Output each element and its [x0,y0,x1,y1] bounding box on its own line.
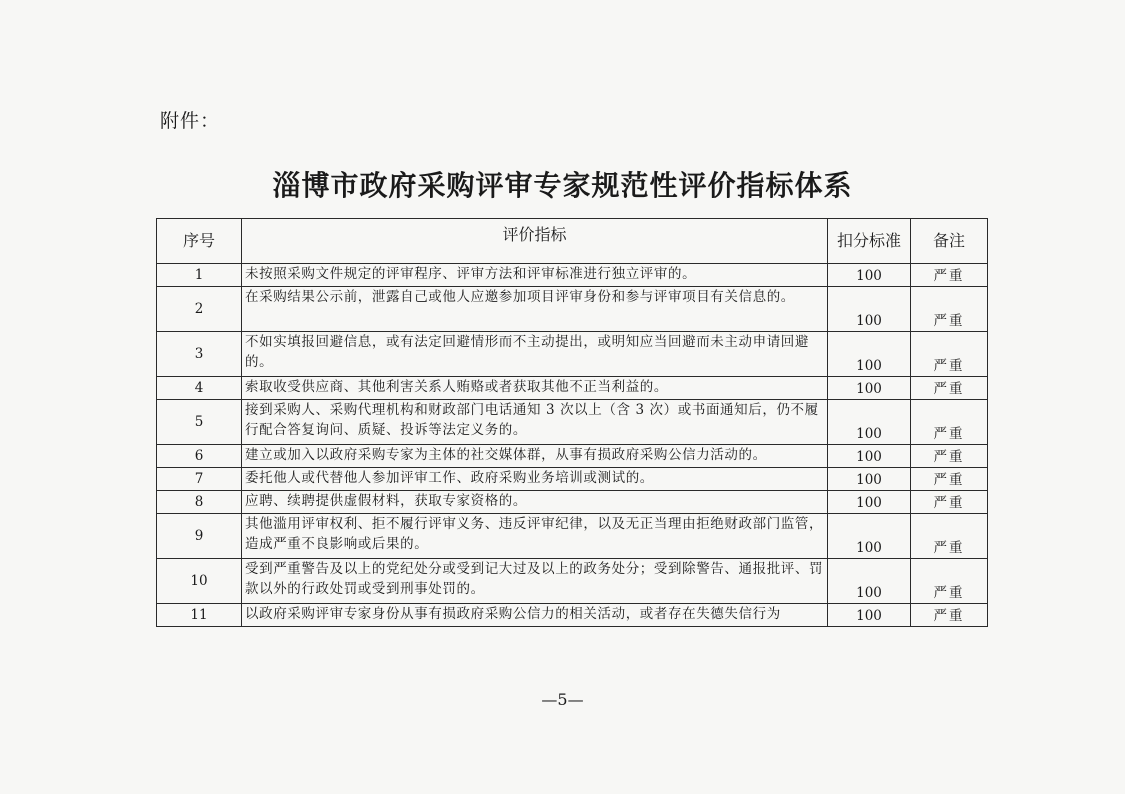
remark-cell: 严重 [911,332,988,377]
table-row [157,491,988,514]
table-row [157,264,988,287]
deduction-score-cell: 100 [828,468,911,491]
serial-number-cell: 4 [157,377,242,400]
table-row [157,287,988,332]
criterion-cell: 建立或加入以政府采购专家为主体的社交媒体群，从事有损政府采购公信力活动的。 [242,445,828,468]
criterion-cell: 委托他人或代替他人参加评审工作、政府采购业务培训或测试的。 [242,468,828,491]
table-row [157,332,988,377]
serial-number-cell: 7 [157,468,242,491]
remark-cell: 严重 [911,400,988,445]
table-row [157,514,988,559]
deduction-score-cell: 100 [828,514,911,559]
deduction-score-cell: 100 [828,491,911,514]
deduction-score-cell: 100 [828,445,911,468]
serial-number-cell: 10 [157,559,242,604]
remark-cell: 严重 [911,491,988,514]
remark-cell: 严重 [911,559,988,604]
deduction-score-cell: 100 [828,287,911,332]
serial-number-cell: 6 [157,445,242,468]
table-row [157,559,988,604]
deduction-score-cell: 100 [828,604,911,627]
criterion-cell: 以政府采购评审专家身份从事有损政府采购公信力的相关活动，或者存在失德失信行为 [242,604,828,627]
serial-number-cell: 8 [157,491,242,514]
criterion-cell: 其他滥用评审权利、拒不履行评审义务、违反评审纪律，以及无正当理由拒绝财政部门监管，造成严重不良影响或后果的。 [242,514,828,559]
serial-number-cell: 3 [157,332,242,377]
table-row [157,377,988,400]
document-title: 淄博市政府采购评审专家规范性评价指标体系 [272,169,853,202]
header-criterion: 评价指标 [242,219,828,264]
header-remark: 备注 [911,219,988,264]
remark-cell: 严重 [911,468,988,491]
serial-number-cell: 2 [157,287,242,332]
page-number: —5— [541,690,584,709]
serial-number-cell: 11 [157,604,242,627]
remark-cell: 严重 [911,514,988,559]
criterion-cell: 索取收受供应商、其他利害关系人贿赂或者获取其他不正当利益的。 [242,377,828,400]
deduction-score-cell: 100 [828,559,911,604]
remark-cell: 严重 [911,287,988,332]
table-row [157,468,988,491]
criterion-cell: 受到严重警告及以上的党纪处分或受到记大过及以上的政务处分；受到除警告、通报批评、罚款以外的行政处罚或受到刑事处罚的。 [242,559,828,604]
serial-number-cell: 5 [157,400,242,445]
remark-cell: 严重 [911,604,988,627]
serial-number-cell: 1 [157,264,242,287]
table-body [157,264,988,627]
criterion-cell: 接到采购人、采购代理机构和财政部门电话通知 3 次以上（含 3 次）或书面通知后，仍不履行配合答复询问、质疑、投诉等法定义务的。 [242,400,828,445]
attachment-label: 附件： [160,110,221,132]
evaluation-criteria-table [156,218,988,627]
remark-cell: 严重 [911,264,988,287]
criterion-cell: 应聘、续聘提供虚假材料，获取专家资格的。 [242,491,828,514]
deduction-score-cell: 100 [828,377,911,400]
deduction-score-cell: 100 [828,400,911,445]
header-serial-number: 序号 [157,219,242,264]
table-header-row [157,219,988,264]
header-deduction-standard: 扣分标准 [828,219,911,264]
table-row [157,445,988,468]
deduction-score-cell: 100 [828,264,911,287]
table-row [157,604,988,627]
remark-cell: 严重 [911,445,988,468]
criterion-cell: 不如实填报回避信息，或有法定回避情形而不主动提出，或明知应当回避而未主动申请回避的。 [242,332,828,377]
criterion-cell: 未按照采购文件规定的评审程序、评审方法和评审标准进行独立评审的。 [242,264,828,287]
serial-number-cell: 9 [157,514,242,559]
remark-cell: 严重 [911,377,988,400]
criterion-cell: 在采购结果公示前，泄露自己或他人应邀参加项目评审身份和参与评审项目有关信息的。 [242,287,828,332]
deduction-score-cell: 100 [828,332,911,377]
table-row [157,400,988,445]
